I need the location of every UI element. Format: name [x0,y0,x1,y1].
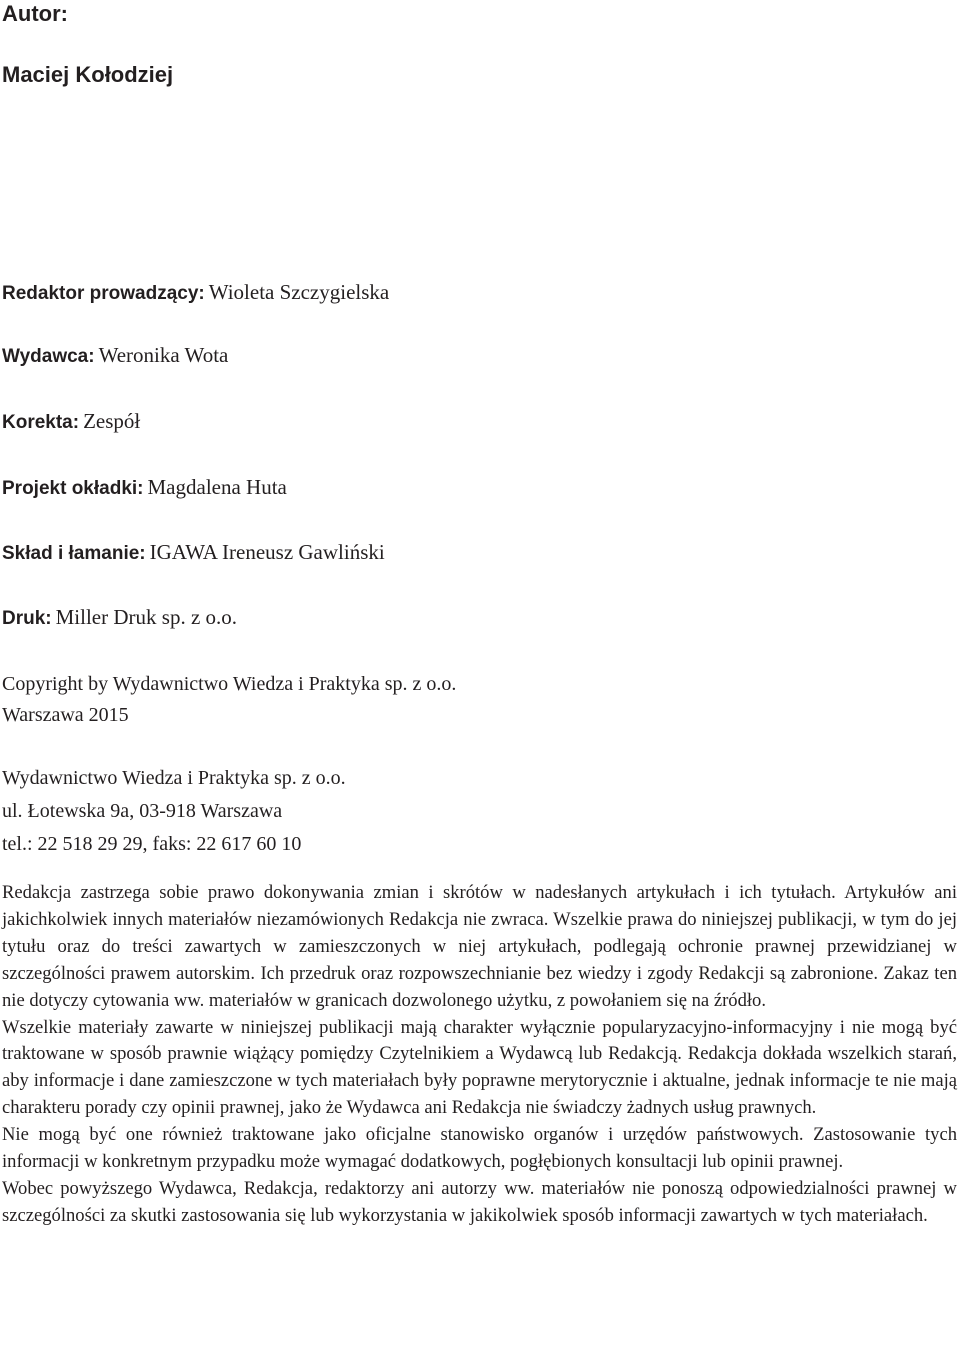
credit-typesetting-label: Skład i łamanie: [2,543,146,564]
credit-proofreading-value: Zespół [83,409,141,433]
credit-typesetting-value: IGAWA Ireneusz Gawliński [149,540,385,564]
credit-publisher-label: Wydawca: [2,346,95,367]
author-label: Autor: [2,1,68,26]
publisher-street: ul. Łotewska 9a, 03-918 Warszawa [2,800,283,822]
credit-printing-value: Miller Druk sp. z o.o. [55,605,238,629]
legal-notice-paragraph: Wszelkie materiały zawarte w niniejszej publikacji mają charakter wyłącznie popularyzacyjno-informacyjny i nie mogą być traktowane w sposób prawnie wiążący pomiędzy Czytelnikiem a Wydawcą lub Redakcją. Redakcja dokłada wszelkich starań, aby informacje i dane zamieszczone w tych materiałach były poprawne merytorycznie i aktualne, jednak informacje te nie mają charakteru porady czy opinii prawnej, jako że Wydawca ani Redakcja nie świadczy żadnych usług prawnych. [2,1016,957,1119]
credit-proofreading [2,409,140,434]
legal-notice-paragraph: Redakcja zastrzega sobie prawo dokonywania zmian i skrótów w nadesłanych artykułach i ich tytułach. Artykułów ani jakichkolwiek innych materiałów niezamówionych Redakcja nie zwraca. Wszelkie prawa do niniejszej publikacji, w tym do jej tytułu oraz do treści zawartych w zamieszczonych w niej artykułach, podlegają ochronie prawnej przewidzianej w szczególności prawem autorskim. Ich przedruk oraz rozpowszechnianie bez wiedzy i zgody Redakcji są zabronione. Zakaz ten nie dotyczy cytowania ww. materiałów w granicach dozwolonego użytku, z powołaniem się na źródło. [2,882,957,1011]
credit-printing-label: Druk: [2,608,52,629]
legal-notice-paragraph: Nie mogą być one również traktowane jako oficjalne stanowisko organów i urzędów państwowych. Zastosowanie tych informacji w konkretnym przypadku może wymagać dodatkowych, pogłębionych konsultacji lub opinii prawnej. [2,1124,957,1173]
publisher-contact: tel.: 22 518 29 29, faks: 22 617 60 10 [2,833,302,855]
copyright-line: Copyright by Wydawnictwo Wiedza i Praktyka sp. z o.o. [2,673,457,695]
credit-publisher-value: Weronika Wota [98,343,229,367]
copyright-place-year: Warszawa 2015 [2,704,129,726]
credit-cover-design-label: Projekt okładki: [2,478,144,499]
credit-publisher [2,343,228,368]
credit-proofreading-label: Korekta: [2,412,80,433]
legal-notice [2,880,957,1230]
credit-cover-design-value: Magdalena Huta [147,475,287,499]
credit-cover-design [2,475,287,500]
credit-editor [2,280,389,305]
legal-notice-paragraph: Wobec powyższego Wydawca, Redakcja, redaktorzy ani autorzy ww. materiałów nie ponoszą odpowiedzialności prawnej w szczególności za skutki zastosowania się lub wykorzystania w jakikolwiek sposób informacji zawartych w tych materiałach. [2,1177,957,1226]
credit-printing [2,605,237,630]
credit-typesetting [2,540,385,565]
credit-editor-value: Wioleta Szczygielska [208,280,390,304]
author-name: Maciej Kołodziej [2,62,174,87]
publisher-name: Wydawnictwo Wiedza i Praktyka sp. z o.o. [2,767,346,789]
credit-editor-label: Redaktor prowadzący: [2,283,205,304]
